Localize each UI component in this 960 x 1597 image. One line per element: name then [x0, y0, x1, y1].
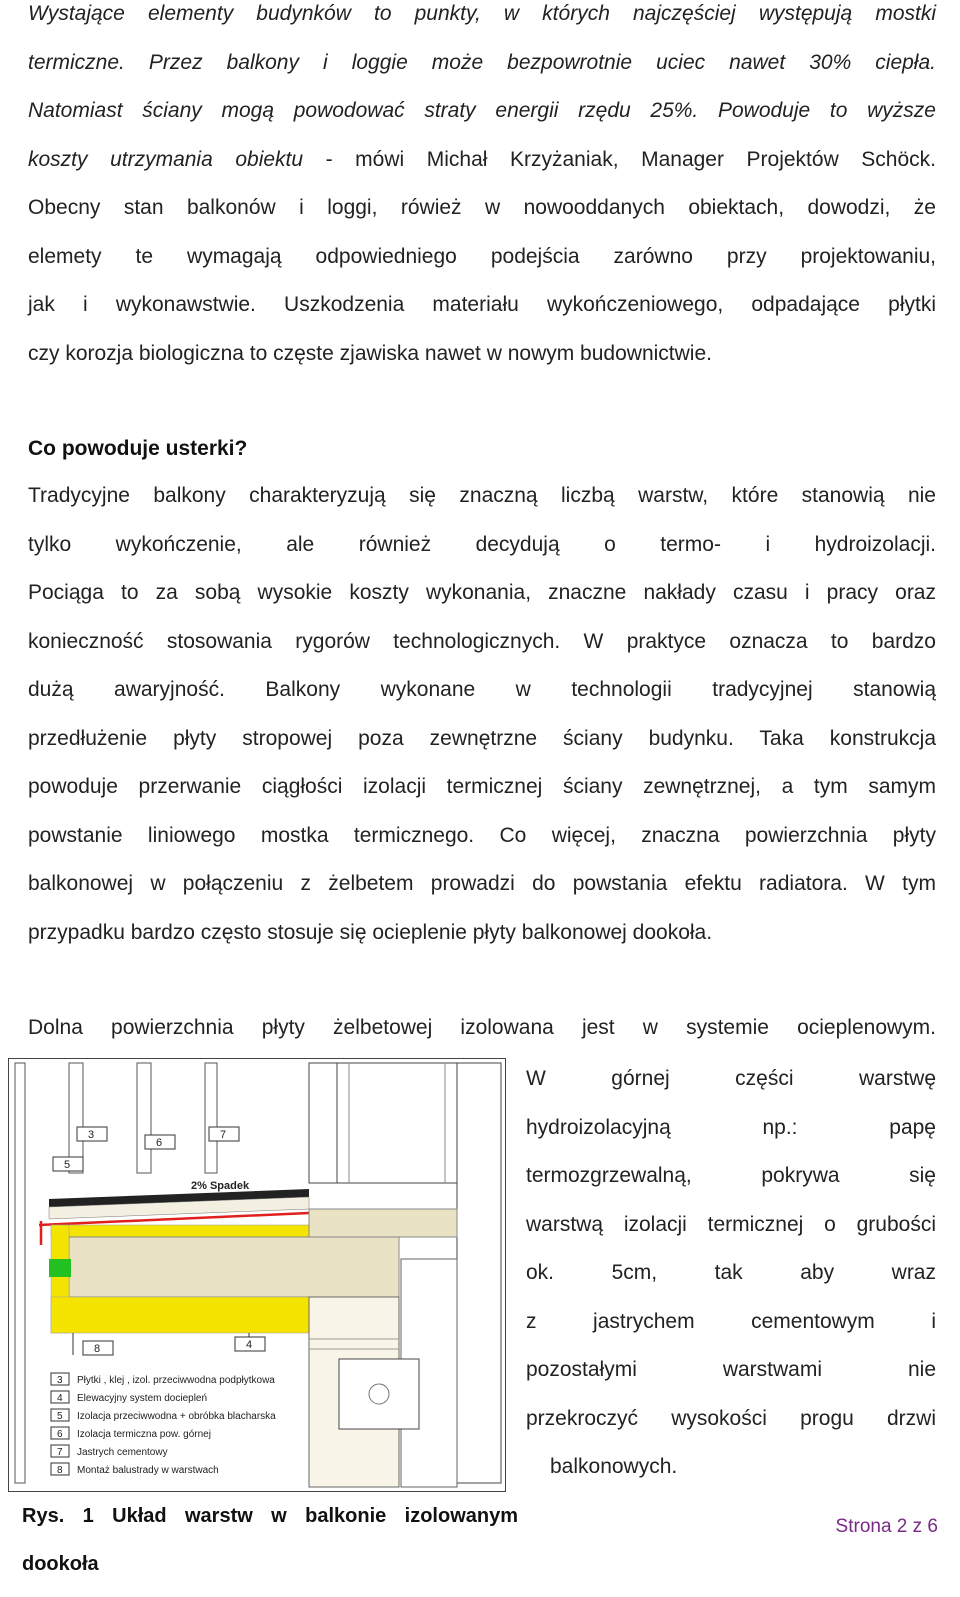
legend-num: 8	[57, 1465, 63, 1476]
legend-row	[51, 1391, 207, 1404]
text-line: warstwą izolacji termicznej o grubości	[526, 1212, 936, 1236]
text-line: tylko wykończenie, ale również decydują o termo- i hydroizolacji.	[28, 532, 936, 556]
text-line: balkonowych.	[550, 1455, 678, 1478]
tag-label: 4	[246, 1339, 253, 1351]
text-line: termozgrzewalną, pokrywa się	[526, 1164, 936, 1187]
text-line: dużą awaryjność. Balkony wykonane w technologii tradycyjnej stanowią	[28, 678, 936, 701]
tag-4	[235, 1333, 265, 1351]
text-line: elemety te wymagają odpowiedniego podejścia zarówno przy projektowaniu,	[28, 244, 936, 268]
legend-num: 7	[57, 1447, 63, 1458]
balustrade-post	[137, 1063, 151, 1173]
door-frame	[309, 1063, 337, 1183]
legend-text: Montaż balustrady w warstwach	[77, 1465, 219, 1476]
paragraph-bottom-surface	[28, 1004, 936, 1053]
page-number: Strona 2 z 6	[835, 1516, 938, 1537]
figure-caption	[22, 1492, 518, 1588]
legend-text: Izolacja termiczna pow. górnej	[77, 1429, 211, 1440]
tag-3	[77, 1127, 107, 1141]
tag-6	[145, 1135, 175, 1149]
tag-label: 7	[220, 1129, 227, 1141]
slope-label: 2% Spadek	[191, 1180, 250, 1192]
technical-drawing-svg	[9, 1059, 505, 1491]
concrete-slab	[69, 1237, 399, 1297]
legend	[51, 1373, 276, 1476]
text-line: przedłużenie płyty stropowej poza zewnętrzne ściany budynku. Taka konstrukcja	[28, 726, 936, 750]
quote-attribution: - mówi Michał Krzyżaniak, Manager Projektów Schöck.	[303, 147, 936, 171]
balcony-section-drawing	[8, 1058, 506, 1492]
text-line: Wystające elementy budynków to punkty, w których najczęściej występują mostki	[28, 2, 936, 25]
top-insulation	[51, 1225, 313, 1237]
legend-row	[51, 1409, 276, 1422]
legend-text: Płytki , klej , izol. przeciwwodna podpłytkowa	[77, 1375, 275, 1386]
text-line: konieczność stosowania rygorów technologicznych. W praktyce oznacza to bardzo	[28, 629, 936, 653]
text-line: Dolna powierzchnia płyty żelbetowej izolowana jest w systemie ocieplenowym.	[28, 1016, 936, 1039]
text-line: ok. 5cm, tak aby wraz	[526, 1261, 936, 1284]
balustrade-edge	[15, 1063, 25, 1483]
text-line: przekroczyć wysokości progu drzwi	[526, 1406, 936, 1430]
text-line: przypadku bardzo często stosuje się ocieplenie płyty balkonowej dookoła.	[28, 920, 713, 944]
tag-label: 6	[156, 1137, 163, 1149]
legend-num: 6	[57, 1429, 63, 1440]
legend-row	[51, 1427, 211, 1440]
text-line: powoduje przerwanie ciągłości izolacji termicznej ściany zewnętrznej, a tym samym	[28, 775, 936, 798]
legend-num: 4	[57, 1393, 63, 1404]
section-heading: Co powoduje usterki?	[28, 437, 248, 460]
text-line: z jastrychem cementowym i	[526, 1309, 936, 1333]
tag-5	[53, 1157, 83, 1171]
legend-text: Jastrych cementowy	[77, 1447, 168, 1458]
text-line: jak i wykonawstwie. Uszkodzenia materiału wykończeniowego, odpadające płytki	[28, 293, 936, 316]
text-line: hydroizolacyjną np.: papę	[526, 1115, 936, 1139]
legend-row	[51, 1373, 275, 1386]
text-line: Natomiast ściany mogą powodować straty energii rzędu 25%. Powoduje to wyższe	[28, 99, 936, 122]
caption-line: Rys. 1 Układ warstw w balkonie izolowanym	[22, 1505, 518, 1527]
drip-profile	[49, 1259, 71, 1277]
legend-text: Izolacja przeciwwodna + obróbka blacharska	[77, 1411, 276, 1422]
text-line: czy korozja biologiczna to częste zjawiska nawet w nowym budownictwie.	[28, 341, 712, 365]
quote-end: koszty utrzymania obiektu	[28, 147, 304, 171]
legend-num: 3	[57, 1375, 63, 1386]
side-text	[526, 1055, 936, 1492]
text-line: Tradycyjne balkony charakteryzują się znaczną liczbą warstw, które stanowią nie	[28, 484, 936, 507]
text-line	[28, 136, 936, 185]
text-line: pozostałymi warstwami nie	[526, 1358, 936, 1381]
text-line: W górnej części warstwę	[526, 1067, 936, 1090]
legend-row	[51, 1445, 168, 1458]
caption-line: dookoła	[22, 1553, 99, 1575]
tag-7	[209, 1127, 239, 1141]
paragraph-intro	[28, 0, 936, 378]
paragraph-causes	[28, 472, 936, 957]
text-line: Obecny stan balkonów i loggi, rówież w nowooddanych obiektach, dowodzi, że	[28, 196, 936, 219]
legend-num: 5	[57, 1411, 63, 1422]
slab-inner	[309, 1209, 457, 1237]
door-glazing	[337, 1063, 457, 1183]
tag-label: 8	[94, 1343, 101, 1355]
tag-label: 5	[64, 1159, 71, 1171]
window-box	[339, 1359, 419, 1429]
legend-row	[51, 1463, 219, 1476]
balustrade-post	[205, 1063, 217, 1173]
wall-right	[457, 1063, 501, 1483]
tag-8	[73, 1333, 113, 1355]
text-line: powstanie liniowego mostka termicznego. Co więcej, znaczna powierzchnia płyty	[28, 823, 936, 847]
text-line: Pociąga to za sobą wysokie koszty wykonania, znaczne nakłady czasu i pracy oraz	[28, 581, 936, 604]
legend-text: Elewacyjny system dociepleń	[77, 1393, 208, 1404]
text-line: termiczne. Przez balkony i loggie może bezpowrotnie uciec nawet 30% ciepła.	[28, 50, 936, 74]
text-line: balkonowej w połączeniu z żelbetem prowadzi do powstania efektu radiatora. W tym	[28, 872, 936, 895]
tag-label: 3	[88, 1129, 95, 1141]
